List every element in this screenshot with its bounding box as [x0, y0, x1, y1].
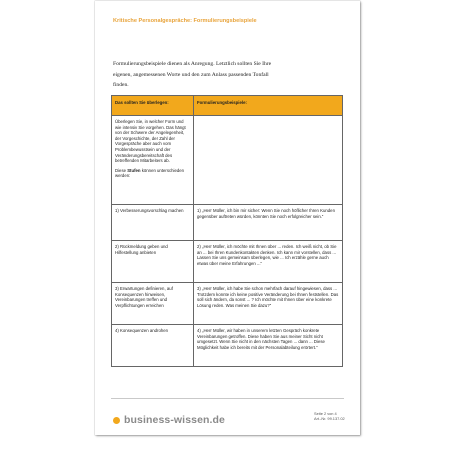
table-cell-step: 4) Konsequenzen androhen — [112, 325, 194, 367]
table-cell-intro — [112, 116, 194, 205]
table-row — [112, 241, 343, 283]
table-header-left: Das sollten Sie überlegen: — [112, 96, 194, 116]
intro-line: Formulierungsbeispiele dienen als Anregung. Letztlich sollten Sie Ihre — [113, 61, 272, 67]
intro-line: eigenen, angemessenen Worte und den zum Anlass passenden Tonfall — [113, 71, 269, 78]
table-row — [112, 205, 343, 241]
page-header-title: Kritische Personalgespräche: Formulierungsbeispiele — [113, 18, 257, 24]
article-number: Art.-Nr. 99.137.02 — [314, 416, 345, 422]
table-header-row — [112, 96, 343, 116]
stufen-text — [115, 168, 190, 179]
table-cell-example: 2) „Herr Müller, ich möchte mit Ihnen über ... reden. Ich weiß nicht, ob Sie an ... bei Ihren Kundenkontakten denken. Ich kann mir vorstellen, dass ... Lassen Sie uns gemeinsam überlegen, wie ... Ich erzähle gerne auch etwas über meine Erfahrungen ...“ — [194, 241, 343, 283]
table-cell-step: 3) Erwartungen definieren, auf Konsequenzen hinweisen, Vereinbarungen treffen und Verpflichtungen erreichen — [112, 283, 194, 325]
page-number: Seite 2 von 4 — [314, 411, 337, 416]
stufen-bold: Stufen — [127, 167, 141, 173]
footer-divider — [111, 398, 344, 399]
table-cell-example: 3) „Herr Müller, ich habe Sie schon mehrfach darauf hingewiesen, dass ... Trotzdem konnte ich keine positive Veränderung bei Ihnen feststellen. Das soll sich ändern, da sonst ... ? Ich möchte mit Ihnen über eine konkrete Lösung reden. Was meinen Sie dazu?“ — [194, 283, 343, 325]
table-cell-step: 1) Verbesserungsvorschlag machen — [112, 205, 194, 241]
table-cell-example: 4) „Herr Müller, wir haben in unserem letzten Gespräch konkrete Vereinbarungen getroffen. Diese haben Sie aus meiner Sicht nicht umgesetzt. Wenn Sie nicht in den nächsten Tagen ... dann ... Diese Möglichkeit habe ich bereits mit der Personalabteilung erörtert.“ — [194, 325, 343, 367]
intro-line: finden. — [113, 82, 129, 88]
table-row — [112, 116, 343, 205]
guidance-table — [111, 95, 343, 367]
table-cell-example: 1) „Herr Müller, ich bin mir sicher: Wenn Sie noch höflicher Ihren Kunden gegenüber auftreten würden, könnten Sie noch erfolgreicher sein.“ — [194, 205, 343, 241]
logo-text: business-wissen.de — [124, 414, 226, 426]
intro-cell-text: Überlegen Sie, in welcher Form und wie intensiv Sie vorgehen. Das hängt von der Schwere der Angelegenheit, der Vorgeschichte, der Zahl der Vorgespräche aber auch vom Problembewusstsein und der Veränderungsbereitschaft des betreffenden Mitarbeiters ab. — [115, 119, 186, 164]
document-page — [95, 1, 360, 435]
stufen-post: können unterschieden werden: — [115, 167, 185, 179]
stufen-pre: Diese — [115, 167, 128, 173]
logo-dot-icon — [113, 417, 120, 424]
table-cell-step: 2) Rückmeldung geben und Hilfestellung anbieten — [112, 241, 194, 283]
table-row — [112, 325, 343, 367]
table-row — [112, 283, 343, 325]
page-meta — [314, 411, 345, 421]
table-cell-empty — [194, 116, 343, 205]
table-header-right: Formulierungsbeispiele: — [194, 96, 343, 116]
intro-paragraph — [113, 59, 323, 91]
business-wissen-logo — [113, 414, 225, 426]
